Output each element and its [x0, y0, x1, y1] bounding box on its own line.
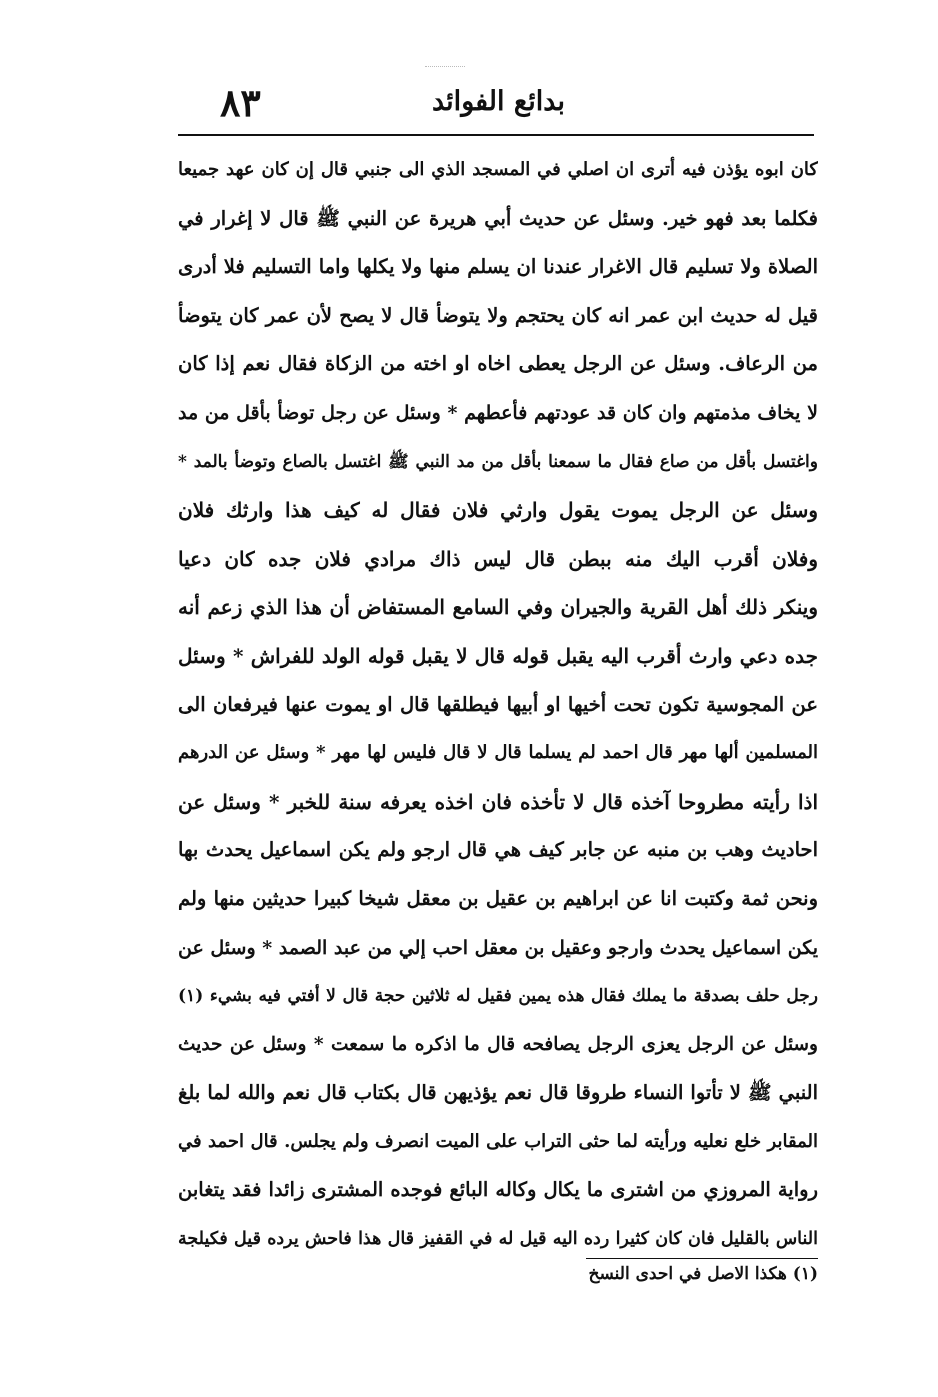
- scan-artifact: [425, 66, 465, 68]
- header-rule: [178, 134, 814, 136]
- text-line: من الرعاف. وسئل عن الرجل يعطى اخاه او اخته من الزكاة فقال نعم إذا كان: [178, 352, 818, 376]
- text-line: يكن اسماعيل يحدث وارجو وعقيل بن معقل احب إلي من عبد الصمد * وسئل عن: [178, 936, 818, 959]
- text-line: وسئل عن الرجل يموت يقول وارثي فلان فقال له كيف هذا وارثك فلان: [178, 498, 818, 523]
- text-line: قيل له حديث ابن عمر انه كان يحتجم ولا يتوضأ قال لا يصح لأن عمر كان يتوضأ: [178, 303, 818, 327]
- text-line: اذا رأيته مطروحا آخذه قال لا تأخذه فان اخذه يعرفه سنة للخبر * وسئل عن: [178, 789, 818, 814]
- text-line: الناس بالقليل فان كان كثيرا رده اليه قيل له في القفيز قال هذا فاحش يرده قيل فكيلجة: [178, 1229, 818, 1250]
- text-line: لا يخاف مذمتهم وان كان قد عودتهم فأعطهم * وسئل عن رجل توضأ بأقل من مد: [178, 401, 818, 424]
- text-line: عن المجوسية تكون تحت أخيها او أبيها فيطلقها قال او يموت عنها فيرفعان الى: [178, 692, 818, 716]
- text-line: جده دعي وارث أقرب اليه يقبل قوله قال لا يقبل قوله الولد للفراش * وسئل: [178, 643, 818, 668]
- body-text: [178, 146, 818, 1264]
- text-line: رواية المروزي من اشترى ما يكال وكاله البائع فوجده المشترى زائدا فقد يتغابن: [178, 1178, 818, 1202]
- text-line: المقابر خلع نعليه ورأيته لما حثى التراب على الميت انصرف ولم يجلس. قال احمد في: [178, 1130, 818, 1152]
- running-title: بدائع الفوائد: [432, 86, 565, 117]
- text-line: فكلما بعد فهو خير. وسئل عن حديث أبي هريرة عن النبي ﷺ قال لا إغرار في: [178, 206, 818, 230]
- text-line: واغتسل بأقل من صاع فقال ما سمعنا بأقل من مد النبي ﷺ اغتسل بالصاع وتوضأ بالمد *: [178, 451, 818, 472]
- page-header: [175, 80, 815, 128]
- text-line: وينكر ذلك أهل القرية والجيران وفي السامع المستفاض أن هذا الذي زعم أنه: [178, 595, 818, 620]
- footnote-rule: [586, 1258, 818, 1259]
- text-line: وفلان أقرب اليك منه ببطن قال ليس ذاك مرادي فلان جده كان دعيا: [178, 546, 818, 571]
- text-line: الصلاة ولا تسليم قال الاغرار عندنا ان يسلم منها ولا يكلها واما التسليم فلا أدرى: [178, 255, 818, 279]
- text-line: ونحن ثمة وكتبت انا عن ابراهيم بن عقيل بن معقل شيخا كبيرا حديثين منها ولم: [178, 886, 818, 910]
- text-line: وسئل عن الرجل يعزى الرجل يصافحه قال ما اذكره ما سمعت * وسئل عن حديث: [178, 1033, 818, 1055]
- page-number: ٨٣: [220, 80, 261, 125]
- text-line: النبي ﷺ لا تأتوا النساء طروقا قال نعم يؤذيهن قال بكتاب قال نعم والله لما بلغ: [178, 1081, 818, 1105]
- text-line: كان ابوه يؤذن فيه أترى ان اصلي في المسجد الذي الى جنبي قال إن كان عهد جميعا: [178, 159, 818, 180]
- text-line: احاديث وهب بن منبه عن جابر كيف هي قال ارجو ولم يكن اسماعيل يحدث بها: [178, 838, 818, 862]
- text-line: المسلمين ألها مهر قال احمد لم يسلما قال لا قال فليس لها مهر * وسئل عن الدرهم: [178, 742, 818, 764]
- footnote: (١) هكذا الاصل في احدى النسخ: [588, 1264, 818, 1284]
- text-line: رجل حلف بصدقة ما يملك فقال هذه يمين فقيل له ثلاثين حجة قال لا أفتي فيه بشيء (١): [178, 986, 818, 1007]
